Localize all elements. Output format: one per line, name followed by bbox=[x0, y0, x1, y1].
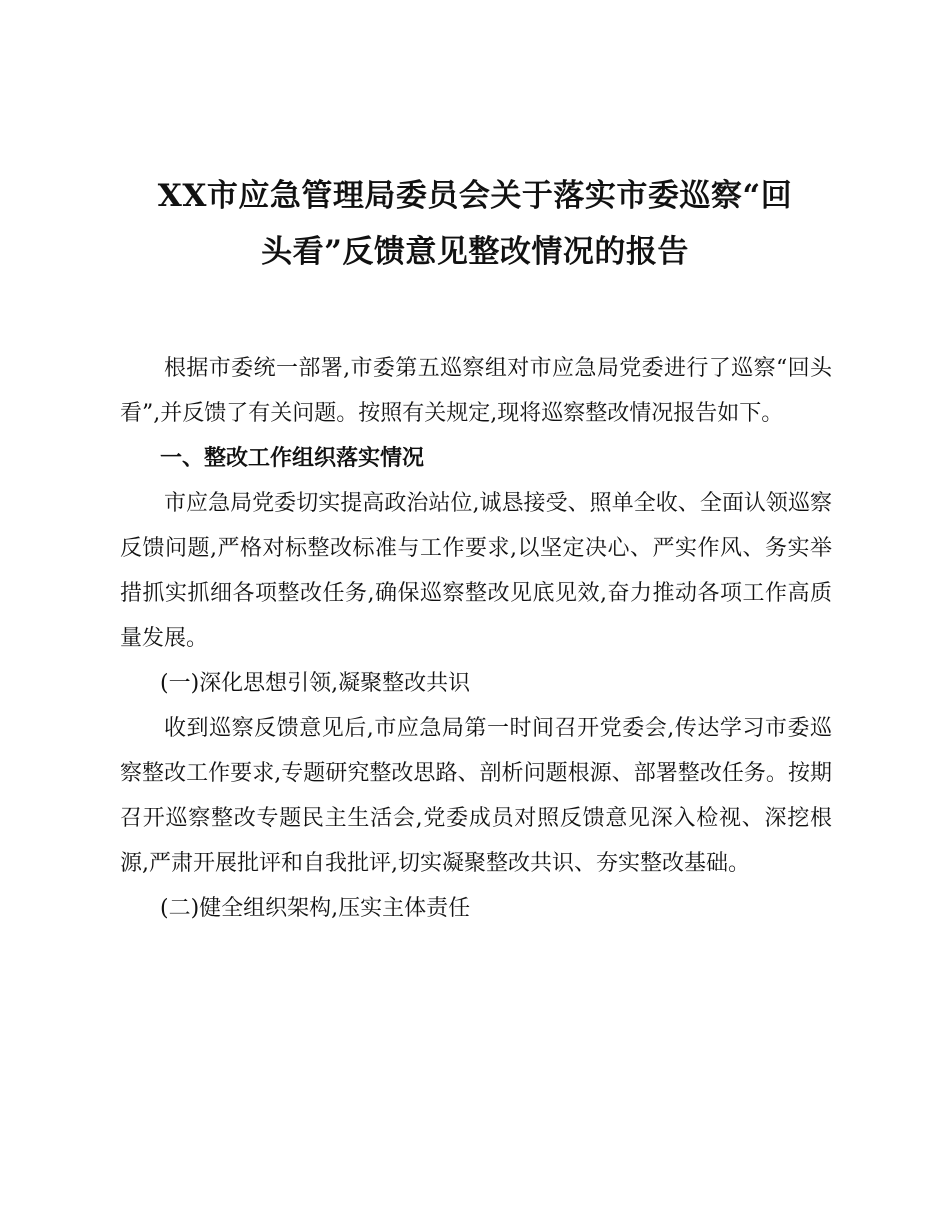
document-title bbox=[110, 168, 840, 280]
intro-paragraph: 根据市委统一部署,市委第五巡察组对市应急局党委进行了巡察“回头看”,并反馈了有关问题。按照有关规定,现将巡察整改情况报告如下。 bbox=[120, 356, 832, 426]
section-heading-1: 一、整改工作组织落实情况 bbox=[160, 446, 425, 471]
subsection-1-paragraph: 收到巡察反馈意见后,市应急局第一时间召开党委会,传达学习市委巡察整改工作要求,专题研究整改思路、剖析问题根源、部署整改任务。按期召开巡察整改专题民主生活会,党委成员对照反馈意见深入检视、深挖根源,严肃开展批评和自我批评,切实凝聚整改共识、夯实整改基础。 bbox=[120, 716, 832, 876]
subsection-heading-2: (二)健全组织架构,压实主体责任 bbox=[160, 896, 471, 921]
document-body bbox=[120, 346, 832, 931]
title-line-1: XX市应急管理局委员会关于落实市委巡察“回 bbox=[157, 178, 793, 214]
subsection-heading-1: (一)深化思想引领,凝聚整改共识 bbox=[160, 671, 471, 696]
section-1-paragraph: 市应急局党委切实提高政治站位,诚恳接受、照单全收、全面认领巡察反馈问题,严格对标整改标准与工作要求,以坚定决心、严实作风、务实举措抓实抓细各项整改任务,确保巡察整改见底见效,奋力推动各项工作高质量发展。 bbox=[120, 491, 832, 651]
title-line-2: 头看”反馈意见整改情况的报告 bbox=[261, 234, 689, 270]
